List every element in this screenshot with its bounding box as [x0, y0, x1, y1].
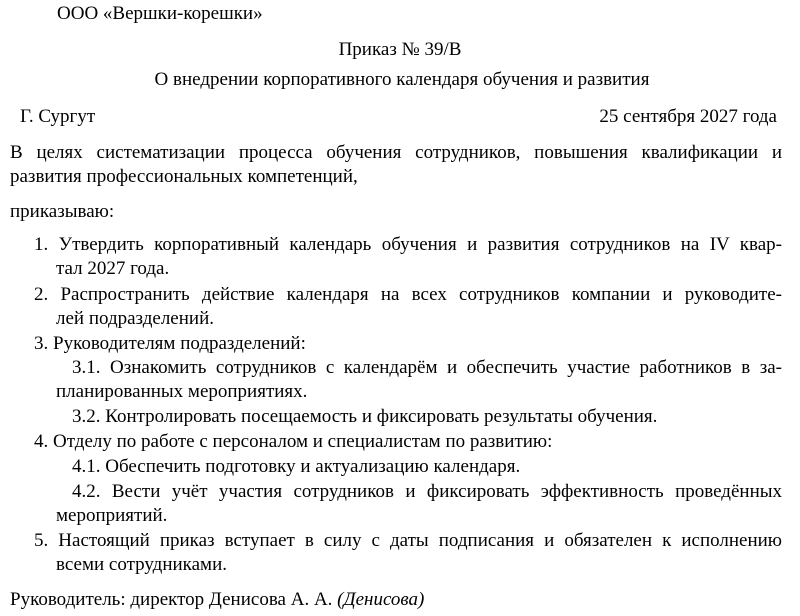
item-1-line-1: 1. Утвердить корпоративный календарь обучения и развития сотрудников на IV квар- [34, 234, 782, 255]
item-4-2-line-2: мероприятий. [56, 505, 168, 526]
item-3-2-line-1: 3.2. Контролировать посещаемость и фиксировать результаты обучения. [72, 406, 658, 427]
preamble-line-1: В целях систематизации процесса обучения сотрудников, повышения квалификации и [10, 142, 782, 163]
item-3-1-line-2: планированных мероприятиях. [56, 381, 308, 402]
item-2-line-1: 2. Распространить действие календаря на всех сотрудников компании и руководите- [34, 284, 782, 305]
order-city: Г. Сургут [20, 106, 96, 127]
item-3-line-1: 3. Руководителям подразделений: [34, 333, 306, 354]
signature-line [10, 588, 424, 612]
order-word: приказываю: [10, 201, 115, 222]
item-4-line-1: 4. Отделу по работе с персоналом и специалистам по развитию: [34, 431, 553, 452]
preamble-line-2: развития профессиональных компетенций, [10, 166, 358, 187]
item-3-1-line-1: 3.1. Ознакомить сотрудников с календарём и обеспечить участие работников в за- [72, 357, 782, 378]
item-2-line-2: лей подразделений. [56, 308, 214, 329]
signature-label: Руководитель: директор Денисова А. А. [10, 589, 333, 610]
item-1-line-2: тал 2027 года. [56, 258, 170, 279]
item-4-2-line-1: 4.2. Вести учёт участия сотрудников и фиксировать эффективность проведённых [72, 481, 782, 502]
item-5-line-2: всеми сотрудниками. [56, 554, 227, 575]
order-subject: О внедрении корпоративного календаря обучения и развития [154, 69, 650, 90]
order-number: Приказ № 39/В [338, 39, 462, 60]
order-date: 25 сентября 2027 года [599, 106, 777, 127]
organization-name: ООО «Вершки-корешки» [57, 3, 263, 24]
item-5-line-1: 5. Настоящий приказ вступает в силу с даты подписания и обязателен к исполнению [34, 530, 782, 551]
signature-handwriting: (Денисова) [337, 589, 425, 610]
item-4-1-line-1: 4.1. Обеспечить подготовку и актуализацию календаря. [72, 456, 521, 477]
